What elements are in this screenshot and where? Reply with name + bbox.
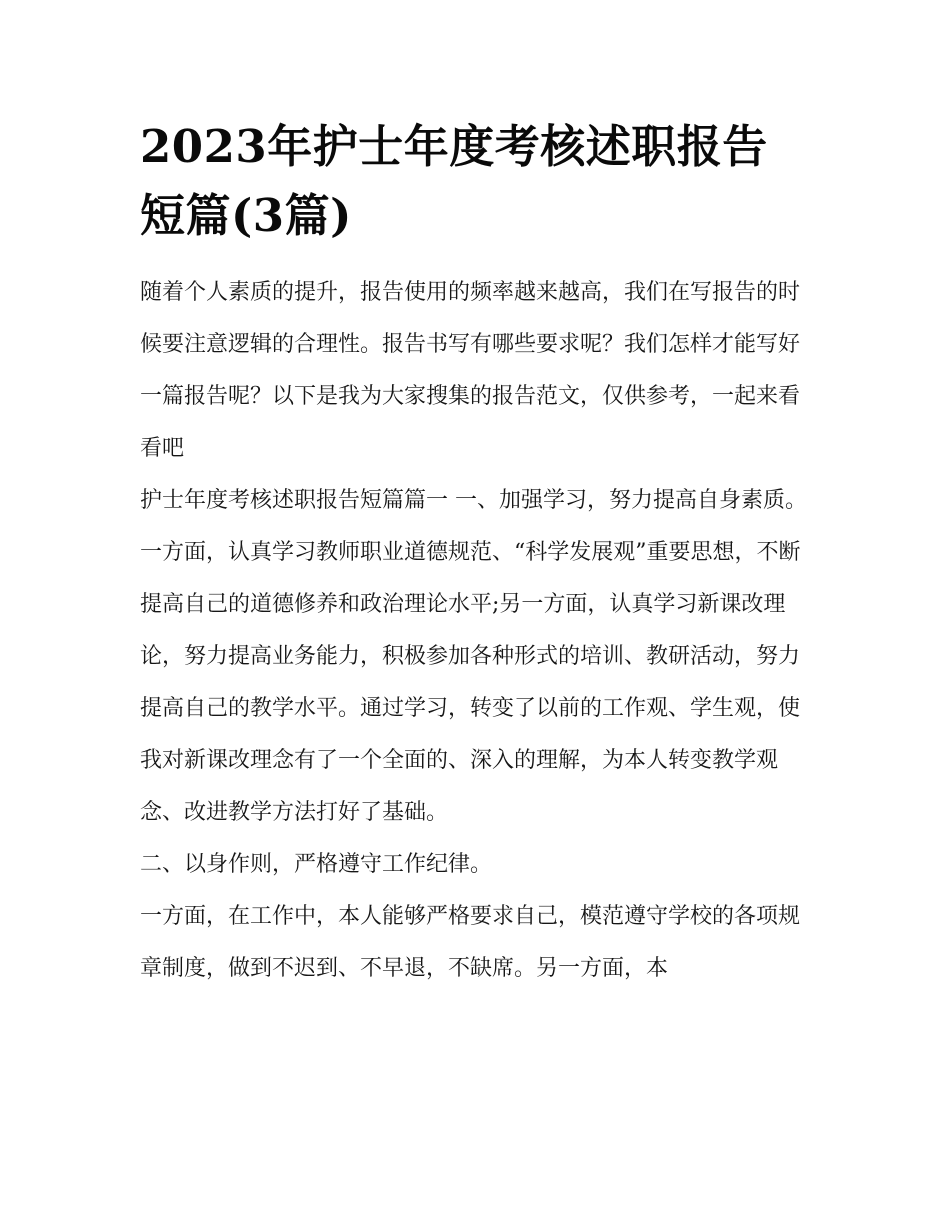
section-two-paragraph: 一方面，在工作中，本人能够严格要求自己，模范遵守学校的各项规章制度，做到不迟到、不早退，不缺席。另一方面，本 xyxy=(140,904,801,981)
section-one-heading: 护士年度考核述职报告短篇篇一 一、加强学习，努力提高自身素质。 xyxy=(140,488,807,513)
section-one-paragraph: 一方面，认真学习教师职业道德规范、“科学发展观”重要思想，不断提高自己的道德修养和政治理论水平;另一方面，认真学习新课改理论，努力提高业务能力，积极参加各种形式的培训、教研活动，努力提高自己的教学水平。通过学习，转变了以前的工作观、学生观，使我对新课改理念有了一个全面的、深入的理解，为本人转变教学观念、改进教学方法打好了基础。 xyxy=(140,540,801,825)
intro-paragraph: 随着个人素质的提升，报告使用的频率越来越高，我们在写报告的时候要注意逻辑的合理性。报告书写有哪些要求呢？我们怎样才能写好一篇报告呢？以下是我为大家搜集的报告范文，仅供参考，一起来看看吧 xyxy=(140,280,801,461)
document-body xyxy=(140,112,812,995)
section-two-heading: 二、以身作则，严格遵守工作纪律。 xyxy=(140,852,493,877)
document-title: 2023年护士年度考核述职报告短篇(3篇) xyxy=(140,120,768,242)
